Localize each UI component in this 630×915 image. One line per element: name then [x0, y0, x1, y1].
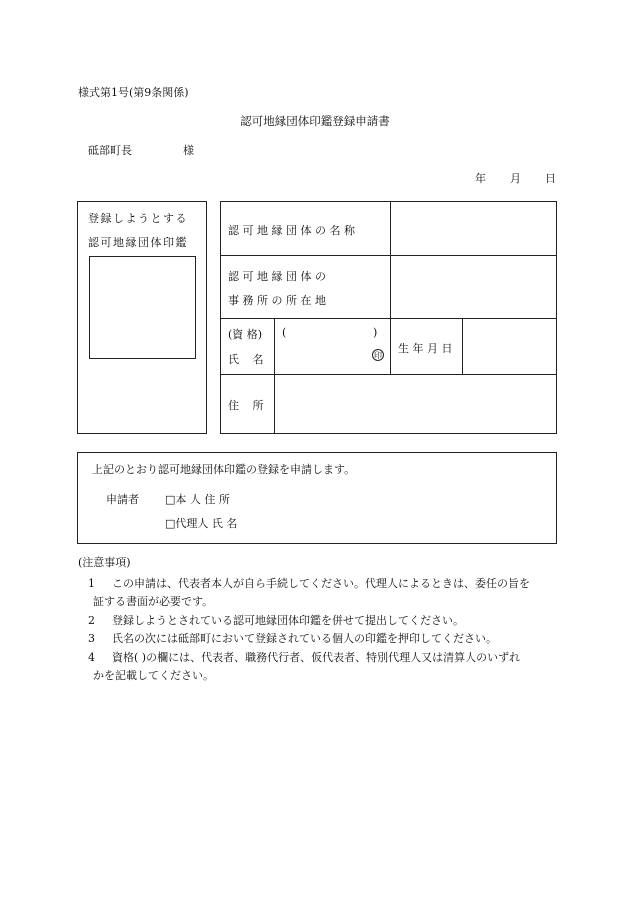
form-number: 様式第1号(第9条関係) — [78, 86, 189, 99]
org-name-field[interactable] — [392, 203, 555, 254]
notes-heading: (注意事項) — [78, 556, 131, 569]
office-address-field[interactable] — [392, 257, 555, 317]
note-item: 1 この申請は、代表者本人が自ら手続してください。代理人によるときは、委任の旨を — [88, 577, 530, 590]
date-month-label: 月 — [510, 172, 521, 185]
address-label: 住 所 — [228, 399, 264, 412]
applicant-label: 申請者 — [106, 493, 139, 506]
representative-name-field[interactable] — [280, 346, 368, 362]
date-day-label: 日 — [545, 172, 556, 185]
seal-box-label-line1: 登録しようとする — [88, 212, 188, 225]
table-divider — [220, 374, 557, 375]
qualification-field[interactable] — [290, 325, 370, 339]
paren-close: ) — [373, 326, 378, 339]
applicant-option-proxy[interactable]: □代理人 氏 名 — [165, 517, 238, 530]
table-divider — [220, 318, 557, 319]
seal-mark-icon: 印 — [374, 351, 382, 360]
table-divider — [274, 318, 275, 434]
application-statement: 上記のとおり認可地縁団体印鑑の登録を申請します。 — [92, 463, 356, 476]
name-label: 氏 名 — [228, 353, 264, 366]
table-divider — [390, 318, 391, 374]
table-divider — [462, 318, 463, 374]
note-item: 3 氏名の次には砥部町において登録されている個人の印鑑を押印してください。 — [88, 632, 497, 645]
addressee-name: 砥部町長 — [88, 144, 132, 157]
applicant-option-self[interactable]: □本 人 住 所 — [165, 493, 230, 506]
note-item-continued: 証する書面が必要です。 — [93, 595, 214, 608]
birthdate-label: 生 年 月 日 — [398, 342, 453, 355]
representative-address-field[interactable] — [276, 376, 555, 432]
office-label-line1: 認 可 地 縁 団 体 の — [228, 270, 326, 283]
seal-box-label-line2: 認可地縁団体印鑑 — [88, 236, 188, 249]
table-divider — [390, 201, 391, 318]
note-item: 2 登録しようとされている認可地縁団体印鑑を併せて提出してください。 — [88, 614, 464, 627]
birthdate-field[interactable] — [464, 320, 555, 373]
seal-impression-area[interactable] — [89, 256, 196, 359]
paren-open: ( — [282, 326, 287, 339]
table-divider — [220, 255, 557, 256]
date-year-label: 年 — [475, 172, 486, 185]
page-title: 認可地縁団体印鑑登録申請書 — [240, 114, 390, 128]
org-name-label: 認 可 地 縁 団 体 の 名 称 — [228, 224, 355, 237]
office-label-line2: 事 務 所 の 所 在 地 — [228, 294, 326, 307]
qualification-label: (資 格) — [228, 328, 263, 341]
note-item-continued: かを記載してください。 — [93, 669, 214, 682]
addressee-honorific: 様 — [183, 144, 194, 157]
note-item: 4 資格( )の欄には、代表者、職務代行者、仮代表者、特別代理人又は清算人のいずれ — [88, 651, 521, 664]
